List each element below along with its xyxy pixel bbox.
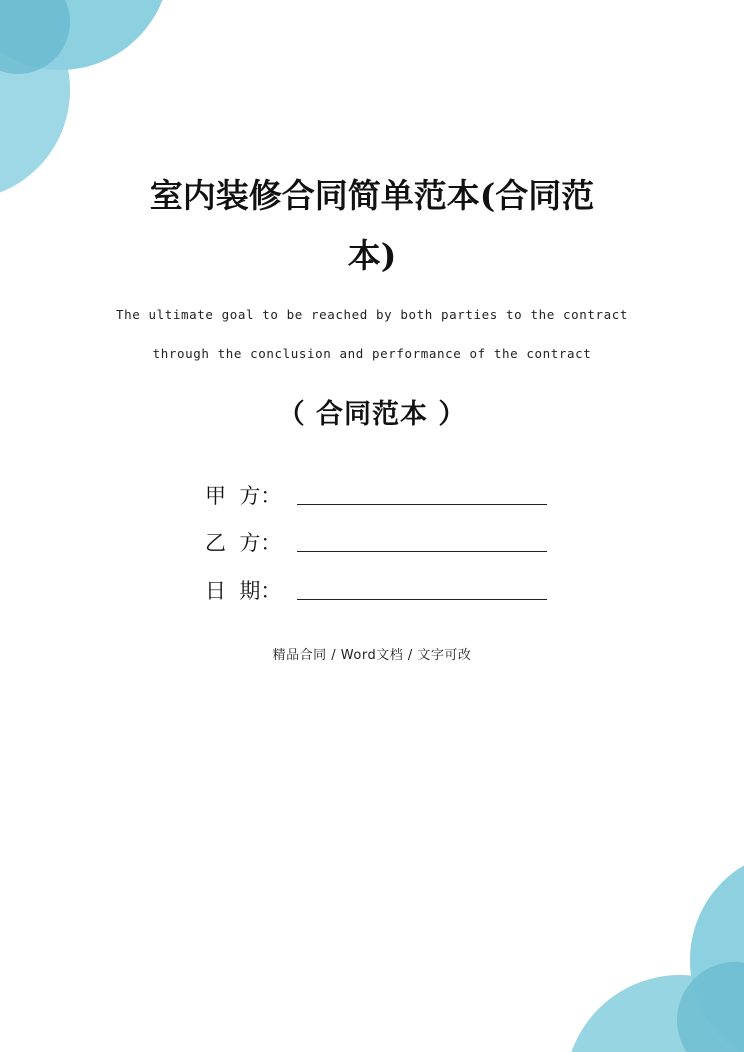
top-left-circle-large	[0, 0, 170, 70]
document-type-label: （ 合同范本 ）	[277, 399, 467, 430]
title-line-2: 本)	[347, 236, 397, 275]
party-a-blank-line[interactable]	[297, 504, 547, 505]
subtitle-line-2: through the conclusion and performance of the contract	[152, 346, 592, 361]
party-b-blank-line[interactable]	[297, 551, 547, 552]
party-b-label: 乙 方：	[205, 531, 282, 555]
document-title	[120, 166, 624, 286]
footer-tagline: 精品合同 / Word文档 / 文字可改	[272, 648, 472, 663]
top-left-circle-overlap	[0, 0, 70, 74]
date-blank-line[interactable]	[297, 599, 547, 600]
bottom-right-circle-upper	[690, 850, 744, 1052]
bottom-right-circle-lower	[565, 975, 744, 1052]
title-line-1: 室内装修合同简单范本(合同范	[149, 176, 595, 215]
party-a-label: 甲 方：	[205, 484, 282, 508]
bottom-right-circle-overlap	[677, 962, 744, 1052]
top-left-circle-lower	[0, 0, 70, 200]
date-label: 日 期：	[205, 579, 282, 603]
subtitle-line-1: The ultimate goal to be reached by both parties to the contract	[116, 307, 628, 322]
